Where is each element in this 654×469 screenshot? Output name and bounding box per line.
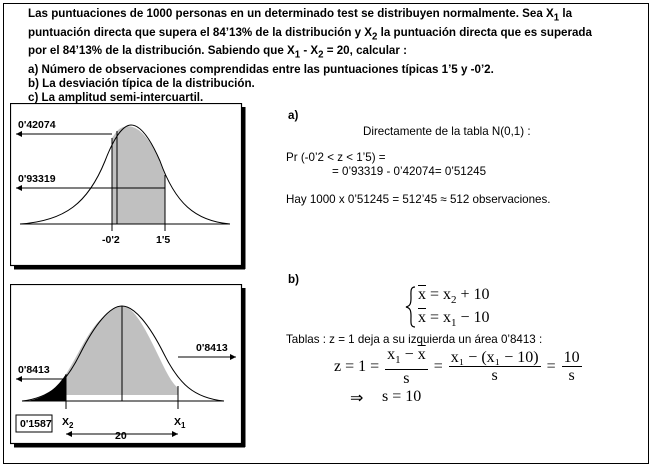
item-c: c) La amplitud semi-intercuartil. bbox=[28, 90, 204, 104]
part-a-line-4: Hay 1000 x 0’51245 = 512’45 ≈ 512 observaciones. bbox=[286, 193, 551, 206]
label-right: 0'8413 bbox=[196, 342, 228, 354]
fraction-3-numerator: 10 bbox=[563, 349, 580, 367]
distance-label: 20 bbox=[115, 430, 127, 442]
problem-statement bbox=[28, 7, 634, 105]
problem-line-2 bbox=[28, 26, 634, 45]
fraction-2 bbox=[449, 349, 541, 384]
equation-text: − 10 bbox=[456, 309, 490, 326]
equation-text: = x bbox=[430, 309, 452, 326]
part-a-line-1: Directamente de la tabla N(0,1) : bbox=[363, 125, 531, 138]
equals-sign: = bbox=[546, 357, 556, 375]
subscript: 1 bbox=[553, 12, 560, 24]
subscript: 2 bbox=[318, 49, 324, 61]
tables-line: Tablas : z = 1 deja a su izquierda un área 0’8413 : bbox=[286, 333, 543, 346]
part-a-label: a) bbox=[288, 109, 299, 122]
problem-text: = 20, calcular : bbox=[323, 44, 407, 58]
fraction-2-denominator: s bbox=[491, 367, 498, 385]
figure-2 bbox=[10, 284, 246, 448]
figure-1 bbox=[10, 103, 246, 270]
fraction-3 bbox=[562, 349, 582, 384]
equals-sign: = bbox=[433, 357, 443, 375]
equation-text: + 10 bbox=[456, 286, 490, 303]
fraction-1-denominator: s bbox=[403, 370, 410, 388]
label-upper: 0'42074 bbox=[18, 119, 56, 131]
label-left: 0'8413 bbox=[18, 364, 50, 376]
problem-line-3 bbox=[28, 44, 634, 63]
z-equation bbox=[334, 346, 582, 387]
part-b-label: b) bbox=[288, 273, 299, 286]
tick-label-right: 1'5 bbox=[156, 234, 171, 246]
subscript: 2 bbox=[451, 294, 457, 307]
equation-1 bbox=[418, 286, 490, 306]
fraction-1-numerator: $x_1 - \overline{x}$ bbox=[385, 346, 428, 370]
fraction-1 bbox=[385, 346, 428, 387]
problem-text: puntuación directa que supera el 84’13% de la distribución y X bbox=[28, 25, 373, 39]
brace bbox=[405, 286, 417, 328]
part-a-line-2: Pr (-0’2 < z < 1’5) = bbox=[286, 151, 386, 164]
item-a: a) Número de observaciones comprendidas entre las puntuaciones típicas 1’5 y -0’2. bbox=[28, 62, 494, 76]
equation-text: = x bbox=[430, 286, 452, 303]
z-equals: z = 1 = bbox=[334, 357, 380, 375]
box-label: 0'1587 bbox=[20, 418, 52, 430]
problem-line-1 bbox=[28, 7, 634, 26]
subscript: 2 bbox=[372, 30, 378, 42]
fraction-2-numerator: x₁ − (x₁ − 10) bbox=[450, 349, 539, 367]
fraction-3-denominator: s bbox=[568, 367, 575, 385]
label-lower: 0'93319 bbox=[18, 173, 56, 185]
equation-2 bbox=[418, 309, 490, 329]
x1-label: $X_1$ bbox=[174, 416, 186, 430]
item-b: b) La desviación típica de la distribución. bbox=[28, 76, 255, 90]
result: s = 10 bbox=[382, 388, 422, 405]
x2-label: $X_2$ bbox=[62, 416, 74, 430]
part-a-line-3: = 0’93319 - 0’42074= 0’51245 bbox=[332, 165, 487, 178]
subscript: 1 bbox=[451, 317, 457, 330]
mean-symbol: $\overline{x}$ bbox=[418, 286, 426, 303]
implies-symbol: ⇒ bbox=[350, 390, 364, 407]
problem-text: - X bbox=[300, 44, 319, 58]
tick-label-left: -0'2 bbox=[102, 234, 120, 246]
mean-symbol: $\overline{x}$ bbox=[418, 309, 426, 326]
problem-text: la bbox=[559, 7, 573, 20]
problem-text: Las puntuaciones de 1000 personas en un determinado test se distribuyen normalmente. Sea X bbox=[28, 7, 554, 20]
problem-text: la puntuación directa que es superada bbox=[377, 25, 592, 39]
problem-text: por el 84’13% de la distribución. Sabiendo que X bbox=[28, 44, 295, 58]
subscript: 1 bbox=[294, 49, 301, 61]
